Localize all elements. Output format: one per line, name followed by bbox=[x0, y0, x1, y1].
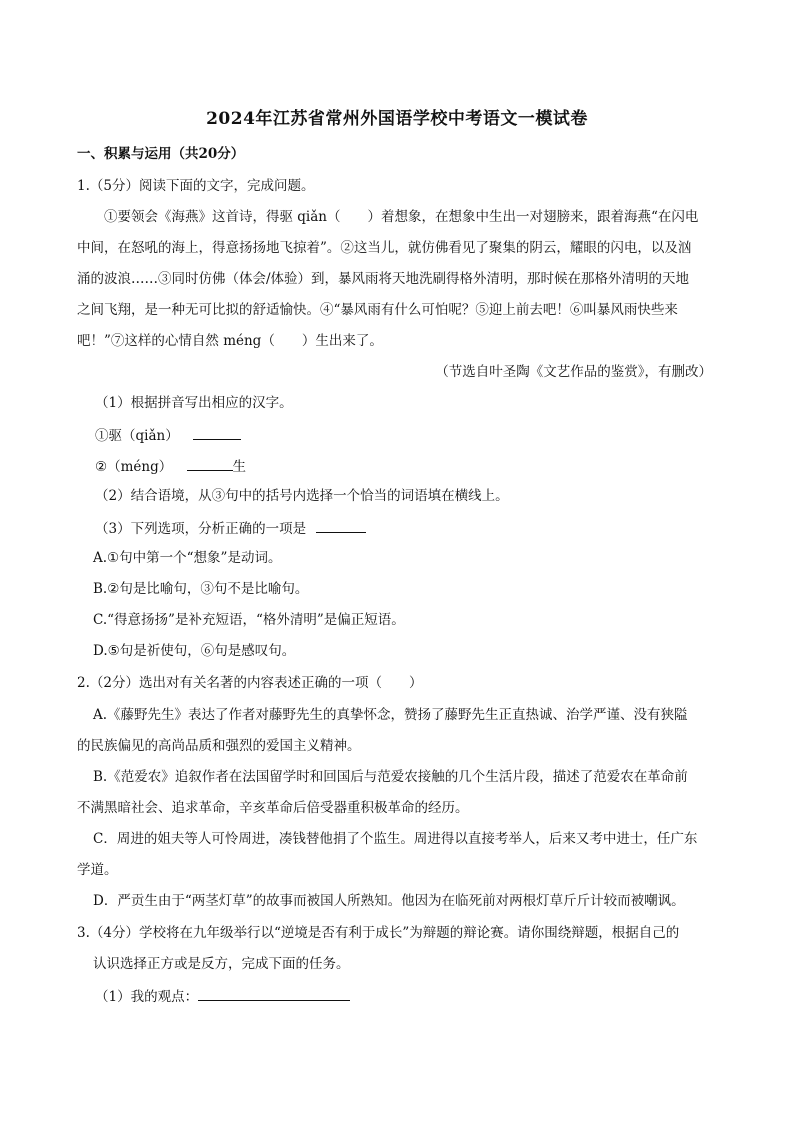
page-title: 2024年江苏省常州外国语学校中考语文一模试卷 bbox=[206, 109, 588, 129]
passage-line: 吧！”⑦这样的心情自然 méng（ ）生出来了。 bbox=[77, 333, 383, 349]
passage-source: （节选自叶圣陶《文艺作品的鉴赏》，有删改） bbox=[435, 364, 712, 380]
option-c: C.“得意扬扬”是补充短语，“格外清明”是偏正短语。 bbox=[93, 612, 405, 628]
question-1-stem: 1.（5分）阅读下面的文字，完成问题。 bbox=[77, 178, 315, 194]
option-d: D.⑤句是祈使句，⑥句是感叹句。 bbox=[93, 643, 296, 659]
question-3-subquestion-1-label: （1）我的观点： bbox=[95, 989, 199, 1005]
question-2-stem: 2.（2分）选出对有关名著的内容表述正确的一项（ ） bbox=[77, 675, 423, 691]
subquestion-1a-label: ①驱（qiǎn） bbox=[95, 428, 179, 444]
passage-line: 中间，在怒吼的海上，得意扬扬地飞掠着”。②这当儿，就仿佛看见了聚集的阴云，耀眼的闪电，以及汹 bbox=[77, 240, 692, 256]
passage-line: 涌的波浪……③同时仿佛（体会/体验）到，暴风雨将天地洗刷得格外清明，那时候在那格外清明的天地 bbox=[77, 271, 690, 287]
question-2-line: C．周进的姐夫等人可怜周进，凑钱替他捐了个监生。周进得以直接考举人，后来又考中进士，任广东 bbox=[93, 831, 698, 847]
answer-blank[interactable] bbox=[187, 456, 233, 471]
option-a: A.①句中第一个“想象”是动词。 bbox=[93, 550, 282, 566]
question-2-line: B.《范爱农》追叙作者在法国留学时和回国后与范爱农接触的几个生活片段，描述了范爱农在革命前 bbox=[93, 769, 688, 785]
section-heading: 一、积累与运用（共20分） bbox=[77, 146, 245, 162]
answer-blank[interactable] bbox=[198, 986, 350, 1001]
question-2-line: 不满黑暗社会、追求革命，辛亥革命后倍受器重积极革命的经历。 bbox=[77, 800, 469, 816]
answer-blank[interactable] bbox=[316, 518, 366, 533]
question-3-subquestion-1 bbox=[95, 986, 350, 1006]
question-3-stem: 3.（4分）学校将在九年级举行以“逆境是否有利于成长”为辩题的辩论赛。请你围绕辩题，根据自己的 bbox=[77, 925, 680, 941]
subquestion-1b-label: ②（méng） bbox=[95, 459, 173, 475]
option-b: B.②句是比喻句，③句不是比喻句。 bbox=[93, 581, 309, 597]
question-2-line: D．严贡生由于“两茎灯草”的故事而被国人所熟知。他因为在临死前对两根灯草斤斤计较而被嘲讽。 bbox=[93, 893, 685, 909]
question-2-line: 的民族偏见的高尚品质和强烈的爱国主义精神。 bbox=[77, 738, 361, 754]
answer-blank[interactable] bbox=[193, 425, 241, 440]
subquestion-2: （2）结合语境，从③句中的括号内选择一个恰当的词语填在横线上。 bbox=[95, 488, 509, 504]
passage-line: 之间飞翔，是一种无可比拟的舒适愉快。④“暴风雨有什么可怕呢？⑤迎上前去吧！⑥叫暴风雨快些来 bbox=[77, 302, 678, 318]
subquestion-1b-suffix: 生 bbox=[232, 459, 247, 475]
question-2-line: A.《藤野先生》表达了作者对藤野先生的真挚怀念，赞扬了藤野先生正直热诚、治学严谨、没有狭隘 bbox=[93, 707, 688, 723]
question-3-line: 认识选择正方或是反方，完成下面的任务。 bbox=[93, 956, 350, 972]
subquestion-3 bbox=[95, 518, 366, 538]
subquestion-1b bbox=[95, 456, 246, 476]
subquestion-1: （1）根据拼音写出相应的汉字。 bbox=[95, 395, 293, 411]
passage-line: ①要领会《海燕》这首诗，得驱 qiǎn（ ）着想象，在想象中生出一对翅膀来，跟着海燕“在闪电 bbox=[104, 209, 699, 225]
subquestion-1a bbox=[95, 425, 241, 445]
subquestion-3-label: （3）下列选项，分析正确的一项是 bbox=[95, 521, 307, 537]
question-2-line: 学道。 bbox=[77, 862, 118, 878]
